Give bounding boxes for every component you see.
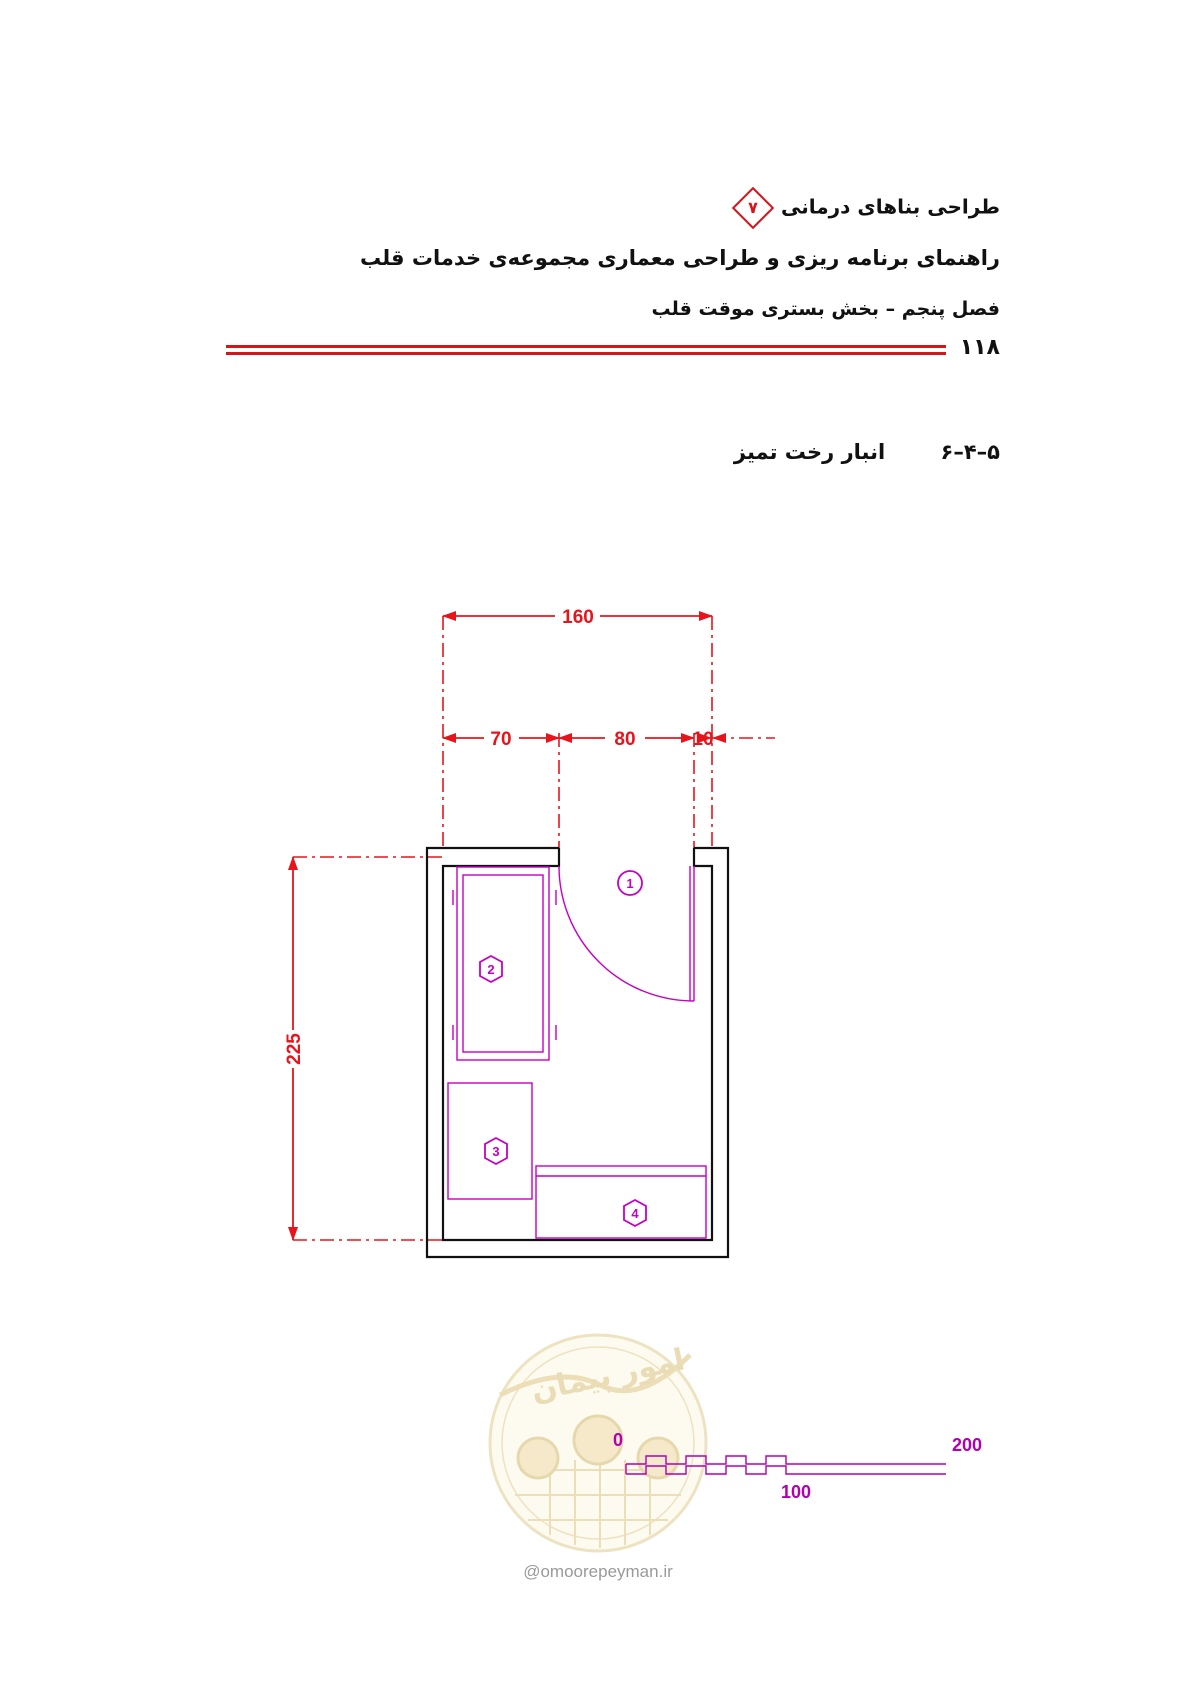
- watermark-logo: [490, 1335, 706, 1551]
- chapter-title: فصل پنجم – بخش بستری موقت قلب: [651, 298, 1000, 320]
- scale-label-200: 200: [951, 1435, 983, 1455]
- item-tag-4: [624, 1200, 646, 1226]
- dim-segment-door: 80: [614, 729, 636, 750]
- watermark-url: @omoorepeyman.ir: [523, 1562, 673, 1581]
- dimension-arrows: [293, 616, 712, 1240]
- item-tag-1-label: 1: [626, 876, 634, 891]
- section-title: انبار رخت تمیز: [733, 440, 886, 464]
- dimension-lines: [293, 616, 775, 1240]
- dim-segment-left: 70: [490, 729, 512, 750]
- counter: [536, 1166, 706, 1238]
- item-tag-2-label: 2: [487, 962, 495, 977]
- book-number: ۷: [748, 198, 758, 217]
- dim-segment-right: 10: [692, 729, 714, 750]
- item-tag-1: [618, 871, 642, 895]
- scale-label-100: 100: [780, 1482, 812, 1502]
- dim-overall-width: 160: [562, 607, 594, 628]
- watermark-logo-text: امور پیمان: [528, 1342, 688, 1410]
- section-number: ۵–۴–۶: [940, 440, 1000, 464]
- item-tag-2: [480, 956, 502, 982]
- book-title-text: طراحی بناهای درمانی: [780, 194, 1000, 219]
- page-number: ۱۱۸: [959, 335, 1000, 360]
- guide-title: راهنمای برنامه ریزی و طراحی معماری مجموعه‌ی خدمات قلب: [359, 246, 1000, 270]
- dim-height: 225: [284, 1033, 305, 1065]
- shelving-unit: [453, 867, 556, 1060]
- item-tag-3: [485, 1138, 507, 1164]
- dim-arrow-10-ext: [712, 733, 726, 743]
- item-tag-3-label: 3: [492, 1144, 500, 1159]
- scale-label-0: 0: [612, 1430, 624, 1450]
- item-tag-4-label: 4: [631, 1206, 639, 1221]
